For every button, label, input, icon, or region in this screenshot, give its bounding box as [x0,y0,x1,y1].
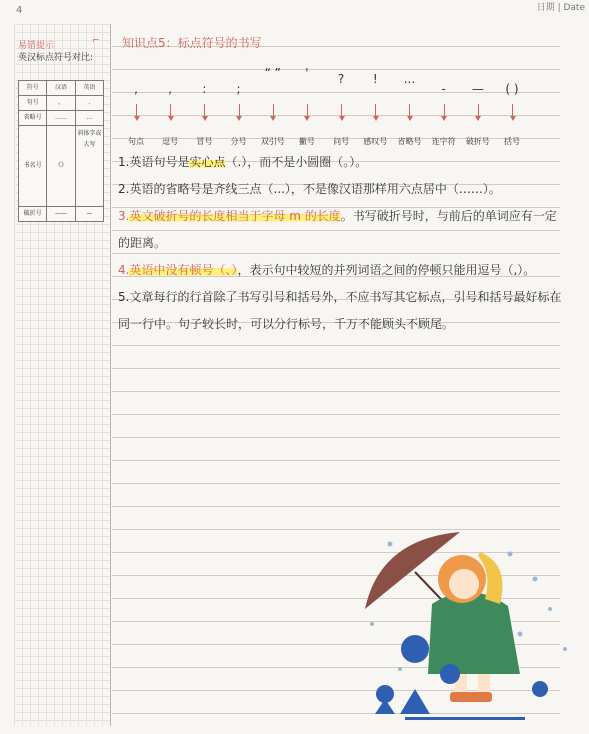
punctuation-mark: ; [236,82,241,96]
table-cell: 句号 [19,96,47,111]
red-arrow [307,104,308,116]
red-arrow [204,104,205,116]
highlight: 实心点 [189,155,226,169]
comparison-table [18,80,104,222]
tips-subtitle: 英汉标点符号对比: [18,53,94,63]
arrow-head-icon [168,116,174,121]
punctuation-mark: , [134,82,138,96]
table-cell: 斜体字或大写 [75,126,103,207]
note-text: 。书写破折号时，与前后的单词应有一定的距离。 [118,209,557,250]
table-row [19,126,104,207]
punctuation-mark: - [441,82,446,96]
punctuation-mark: ! [372,72,378,86]
arrow-head-icon [202,116,208,121]
red-arrow [444,104,445,116]
punctuation-mark: : [202,82,207,96]
note-4 [118,257,564,284]
punctuation-name: 连字符 [431,137,456,146]
table-row [19,96,104,111]
red-arrow [375,104,376,116]
page-number: 4 [16,5,23,16]
table-cell: 省略号 [19,111,47,126]
punctuation-mark: , [168,82,173,96]
red-arrow [170,104,171,116]
table-cell: —— [47,207,75,222]
punctuation-mark: “ ” [264,66,281,80]
punctuation-name: 撇号 [298,137,315,146]
note-text: ，表示句中较短的并列词语之间的停顿只能用逗号（,）。 [237,263,536,277]
punctuation-name: 括号 [504,137,520,146]
note-text: 4. [118,263,130,277]
table-cell: 。 [47,96,75,111]
red-arrow [341,104,342,116]
note-3 [118,203,564,257]
table-cell: 书名号 [19,126,47,207]
red-arrow [239,104,240,116]
table-cell: 破折号 [19,207,47,222]
table-row [19,111,104,126]
punctuation-mark: — [471,82,484,96]
table-row [19,207,104,222]
punctuation-name: 逗号 [162,137,179,146]
table-cell: — [75,207,103,222]
arrow-head-icon [236,116,242,121]
notes-list [118,149,564,338]
table-cell: …… [47,111,75,126]
punctuation-name: 感叹号 [363,137,388,146]
arrow-head-icon [339,116,345,121]
red-arrow [409,104,410,116]
arrow-head-icon [475,116,481,121]
table-header-row [19,81,104,96]
tips-title: 易错提示 [18,41,55,51]
punctuation-name: 双引号 [260,137,285,146]
punctuation-mark: ' [305,66,309,80]
arrow-head-icon [407,116,413,121]
punctuation-mark: ( ) [505,82,519,96]
table-cell: . [75,96,103,111]
table-header: 符号 [19,81,47,96]
red-arrow [273,104,274,116]
table-header: 汉语 [47,81,75,96]
note-text: 1.英语句号是 [118,155,190,169]
date-label: 日期 | Date [536,3,585,13]
punctuation-name: 破折号 [465,137,490,146]
table-cell: ... [75,111,103,126]
punctuation-mark: ? [337,72,345,86]
punctuation-mark: ... [403,72,416,86]
arrow-head-icon [510,116,516,121]
arrow-head-icon [304,116,310,121]
highlight: 英文破折号的长度相当于字母 m 的长度 [129,209,341,223]
note-5: 5.文章每行的行首除了书写引号和括号外，不应书写其它标点，引号和括号最好标在同一行中。句子较长时，可以分行标号，千万不能顾头不顾尾。 [118,290,562,331]
table-header: 英语 [75,81,103,96]
highlight: 英语中没有顿号（、） [129,263,238,277]
arrow-head-icon [134,116,140,121]
section-heading: 知识点5：标点符号的书写 [122,36,262,50]
note-2: 2.英语的省略号是齐线三点（...），不是像汉语那样用六点居中（……）。 [118,182,501,196]
arrow-head-icon [441,116,447,121]
main-notes-area [112,24,560,726]
red-arrow [136,104,137,116]
note-text: 3. [118,209,130,223]
girl-face [449,569,479,599]
girl-umbrella-illustration [360,524,580,724]
note-1 [118,149,564,176]
arrow-head-icon [373,116,379,121]
punctuation-name: 分号 [230,137,247,146]
punctuation-name: 冒号 [196,137,213,146]
note-text: （.），而不是小圆圈（。）。 [225,155,368,169]
raincoat [428,592,520,674]
red-arrow [512,104,513,116]
tips-corner-icon: ⌐ [92,36,100,46]
sidebar [14,24,111,726]
arrow-head-icon [270,116,276,121]
punctuation-name: 问号 [333,137,350,146]
boots [450,692,492,702]
red-arrow [478,104,479,116]
table-cell: 《》 [47,126,75,207]
punctuation-name: 省略号 [397,137,422,146]
punctuation-name: 句点 [128,137,144,146]
